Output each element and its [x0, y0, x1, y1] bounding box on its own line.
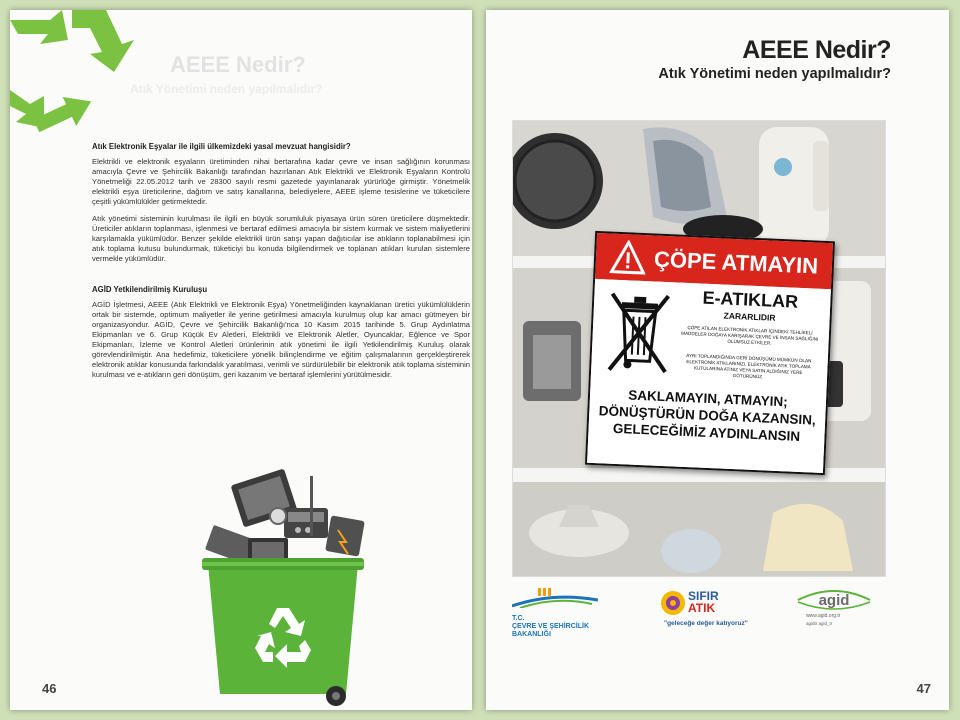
ministry-logo [512, 588, 622, 639]
sign-middle-section [591, 279, 831, 389]
agid-url: www.agid.org.tr [806, 613, 841, 619]
ministry-line-1: T.C. [512, 615, 525, 622]
recycle-arrows-icon [10, 10, 140, 140]
body-text [92, 142, 470, 387]
left-page [10, 10, 472, 710]
page-title: AEEE Nedir? [742, 36, 891, 64]
agid-name: agid [818, 592, 850, 609]
ministry-line-3: BAKANLIĞI [512, 631, 551, 638]
ghost-header-title: AEEE Nedir? [170, 52, 306, 77]
page-number: 47 [916, 681, 931, 696]
sign-slogan-section [587, 379, 826, 473]
slogan-line-3: GELECEĞİMİZ AYDINLANSIN [612, 420, 801, 445]
slogan-line-2: DÖNÜŞTÜRÜN DOĞA KAZANSIN, [598, 403, 816, 428]
slogan-line-1: SAKLAMAYIN, ATMAYIN; [627, 387, 789, 410]
paragraph: Elektrikli ve elektronik eşyaların üretiminden nihai bertarafına kadar çevre ve insan sağlığının korunması amacıyla Çevre ve Şehircilik Bakanlığı tarafından hazırlanan Atık Elektrikli ve Elektronik Eşyaların Kontrolü Yönetmeliği 22.05.2012 tarih ve 28300 sayılı resmi gazetede yayınlanarak yürürlüğe girmiştir. Yönetmelik elektrikli eşya üreticilerine, dağıtım ve satış kanallarına, belediyelere, AEEE işleme tesislerine ve tüketicilere çeşitli yükümlülükler getirmektedir. [92, 157, 470, 206]
warning-sign [585, 231, 835, 475]
warning-triangle-icon [609, 240, 646, 276]
sign-main-text: E-ATIKLAR [702, 287, 799, 312]
page-number: 46 [42, 681, 57, 696]
ministry-line-2: ÇEVRE VE ŞEHİRCİLİK [512, 623, 590, 630]
ghost-header-subtitle: Atık Yönetimi neden yapılmalıdır? [130, 82, 323, 96]
paragraph: AGİD İşletmesi, AEEE (Atık Elektrikli ve Elektronik Eşya) Yönetmeliğinden kaynaklanan üretici yükümlülüklerin ortak bir sistemde, optimum maliyetler ile yerine getirilmesi amacıyla kurulmuş olup kar amacı gütmeyen bir organizasyondur. AGİD, Çevre ve Şehircilik Bakanlığı'nca 10 Kasım 2015 tarihinde 5. Grup Aydınlatma Ekipmanları ve 6. Grup Küçük Ev Aletleri, Elektrikli ve Elektronik Aletler, Oyuncaklar, Eğlence ve Spor Ekipmanları, İzleme ve Kontrol Aletleri ürünlerinin atık yönetimi ile ilgili Yetkilendirilmiş Kuruluş olarak görevlendirilmiştir. Ana hedefimiz, tüketicilere yönelik bilinçlendirme ve eğitim çalışmalarının gerçekleştirerek elektronik atıklar konusunda farkındalık yaratılması, verimli ve sürdürülebilir bir elektronik atık toplama sisteminin kurulması ve e-atıkların geri dönüşüm, geri kazanım ve bertaraf işlemlerini yürütülmesidir. [92, 300, 470, 379]
sign-small-text-2: AYRI TOPLANDIĞINDA GERİ DÖNÜŞÜMÜ MÜMKÜN OLAN ELEKTRONİK ATIKLARINIZI, ELEKTRONİK ATIK TOPLAMA KUTULARINA ATINIZ VEYA SATIN ALDIĞINIZ YERE GÖTÜRÜNÜZ. [686, 352, 812, 380]
section-heading-legislation: Atık Elektronik Eşyalar ile ilgili ülkemizdeki yasal mevzuat hangisidir? [92, 142, 351, 151]
recycling-bin-with-electronics-illustration [188, 446, 378, 708]
sign-header-text: ÇÖPE ATMAYIN [653, 246, 819, 279]
sign-slogan [588, 385, 826, 446]
sifir-atik-logo [660, 588, 770, 632]
page-subtitle: Atık Yönetimi neden yapılmalıdır? [658, 66, 891, 82]
sifir-slogan: "geleceğe değer katıyoruz" [664, 620, 748, 627]
crossed-out-bin-icon [605, 288, 673, 377]
sign-small-text-1: ÇÖPE ATILAN ELEKTRONİK ATIKLAR İÇİNDEKİ TEHLİKELİ MADDELER DOĞAYA KARIŞARAK ÇEVRE VE İNSAN SAĞLIĞINI OLUMSUZ ETKİLER. [681, 324, 819, 346]
sifir-word-2: ATIK [688, 601, 716, 615]
agid-social-handles: agidtr agid_tr [806, 621, 833, 626]
right-page [486, 10, 949, 710]
sifir-atik-flower-icon [660, 590, 686, 616]
agid-logo-mark [794, 588, 874, 612]
section-heading-agid: AGİD Yetkilendirilmiş Kuruluşu [92, 285, 208, 294]
sign-sub-text: ZARARLIDIR [723, 310, 776, 323]
agid-logo [794, 588, 884, 632]
sifir-word-1: SIFIR [688, 589, 719, 603]
ministry-emblem-icon [512, 588, 598, 608]
paragraph: Atık yönetimi sisteminin kurulması ile ilgili en büyük sorumluluk piyasaya ürün süren üreticilere düşmektedir. Üreticiler atıkların toplanması, işlenmesi ve bertaraf edilmesi amacıyla bir sistem kurmak ve sistem maliyetlerini karşılamakla yükümlüdür. Benzer şekilde elektrikli ürün satışı yapan dağıtıcılar ise atıkların toplanabilmesi için atık toplama kutusu bulundurmak, tüketiciyi bu konuda bilgilendirmek ve toplanan atıkları kurulan sistemlere vermekle yükümlüdür. [92, 214, 470, 263]
